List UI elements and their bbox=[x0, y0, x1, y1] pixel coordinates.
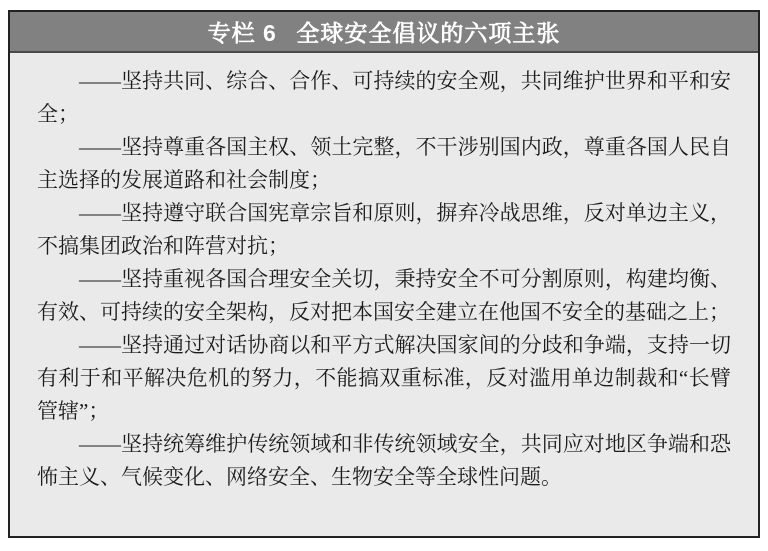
column-box bbox=[8, 10, 760, 538]
paragraph: ——坚持重视各国合理安全关切，秉持安全不可分割原则，构建均衡、有效、可持续的安全架构，反对把本国安全建立在他国不安全的基础之上； bbox=[37, 267, 731, 324]
box-header bbox=[10, 12, 758, 53]
box-header-label: 专栏 6 bbox=[207, 20, 277, 46]
paragraph: ——坚持统筹维护传统领域和非传统领域安全，共同应对地区争端和恐怖主义、气候变化、网络安全、生物安全等全球性问题。 bbox=[37, 432, 731, 489]
paragraph: ——坚持尊重各国主权、领土完整，不干涉别国内政，尊重各国人民自主选择的发展道路和社会制度； bbox=[37, 135, 731, 192]
box-body bbox=[10, 53, 758, 502]
paragraph: ——坚持遵守联合国宪章宗旨和原则，摒弃冷战思维，反对单边主义，不搞集团政治和阵营对抗； bbox=[37, 201, 731, 258]
box-header-title: 全球安全倡议的六项主张 bbox=[296, 20, 561, 46]
paragraph: ——坚持通过对话协商以和平方式解决国家间的分歧和争端，支持一切有利于和平解决危机的努力，不能搞双重标准，反对滥用单边制裁和“长臂管辖”； bbox=[37, 333, 731, 423]
paragraph: ——坚持共同、综合、合作、可持续的安全观，共同维护世界和平和安全； bbox=[37, 69, 731, 126]
